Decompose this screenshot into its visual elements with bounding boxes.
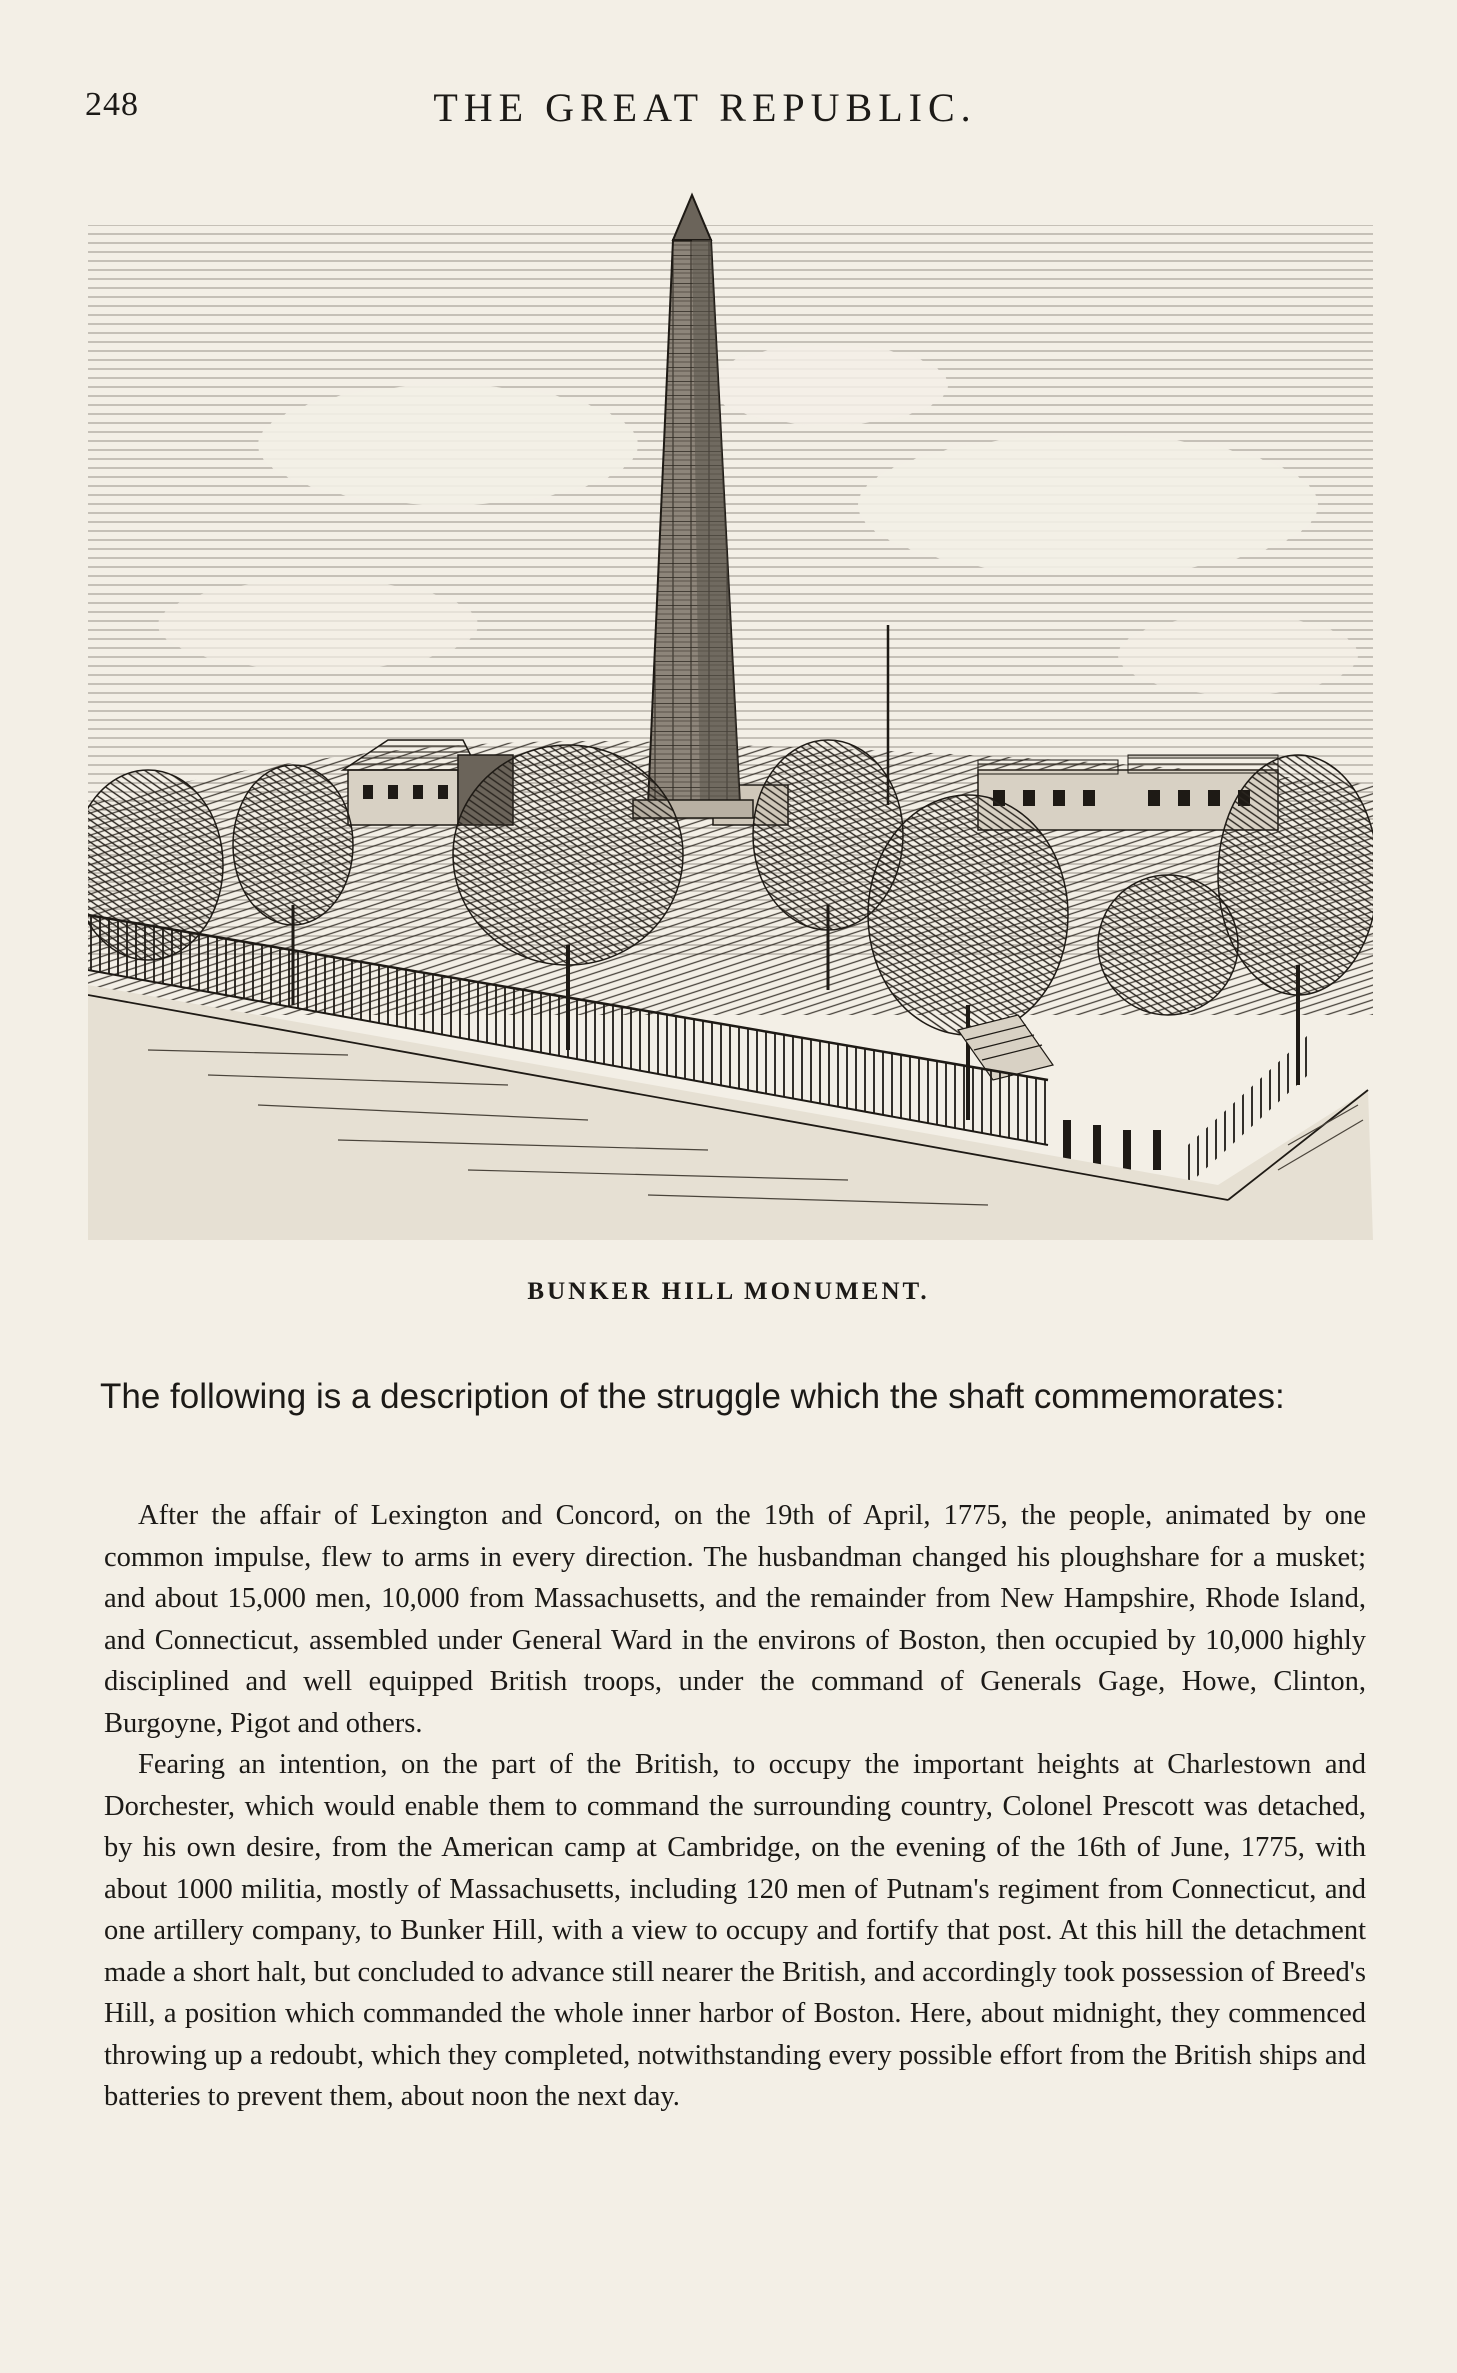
tree-center-right bbox=[868, 795, 1068, 1035]
tree-center-left bbox=[453, 745, 683, 965]
cloud bbox=[708, 345, 948, 425]
page-header bbox=[85, 78, 1375, 138]
page-number: 248 bbox=[85, 86, 139, 123]
running-title: THE GREAT REPUBLIC. bbox=[433, 85, 977, 130]
paragraph: After the affair of Lexington and Concord, on the 19th of April, 1775, the people, animated by one common impulse, flew to arms in every direction. The husbandman changed his ploughshare for a musket; and about 15,000 men, 10,000 from Massachusetts, and the remainder from New Hampshire, Rhode Island, and Connecticut, assembled under General Ward in the environs of Boston, then occupied by 10,000 highly disciplined and well equipped British troops, under the command of Generals Gage, Howe, Clinton, Burgoyne, Pigot and others. bbox=[104, 1500, 1366, 1739]
paragraph: Fearing an intention, on the part of the British, to occupy the important heights at Charlestown and Dorchester, which would enable them to command the surrounding country, Colonel Prescott was detached, by his own desire, from the American camp at Cambridge, on the evening of the 16th of June, 1775, with about 1000 militia, mostly of Massachusetts, including 120 men of Putnam's regiment from Connecticut, and one artillery company, to Bunker Hill, with a view to occupy and fortify that post. At this hill the detachment made a short halt, but concluded to advance still nearer the British, and accordingly took possession of Breed's Hill, a position which commanded the whole inner harbor of Boston. Here, about midnight, they commenced throwing up a redoubt, which they completed, notwithstanding every possible effort from the British ships and batteries to prevent them, about noon the next day. bbox=[104, 1749, 1366, 2112]
body-text bbox=[104, 1495, 1366, 2118]
bunker-hill-engraving bbox=[88, 185, 1373, 1240]
cloud bbox=[158, 580, 478, 670]
figure-caption: BUNKER HILL MONUMENT. bbox=[527, 1278, 930, 1305]
cloud bbox=[858, 435, 1318, 575]
street bbox=[88, 985, 1373, 1240]
cloud bbox=[258, 385, 638, 505]
cloud bbox=[1118, 615, 1358, 695]
intro-sentence: The following is a description of the struggle which the shaft commemorates: bbox=[100, 1377, 1285, 1416]
